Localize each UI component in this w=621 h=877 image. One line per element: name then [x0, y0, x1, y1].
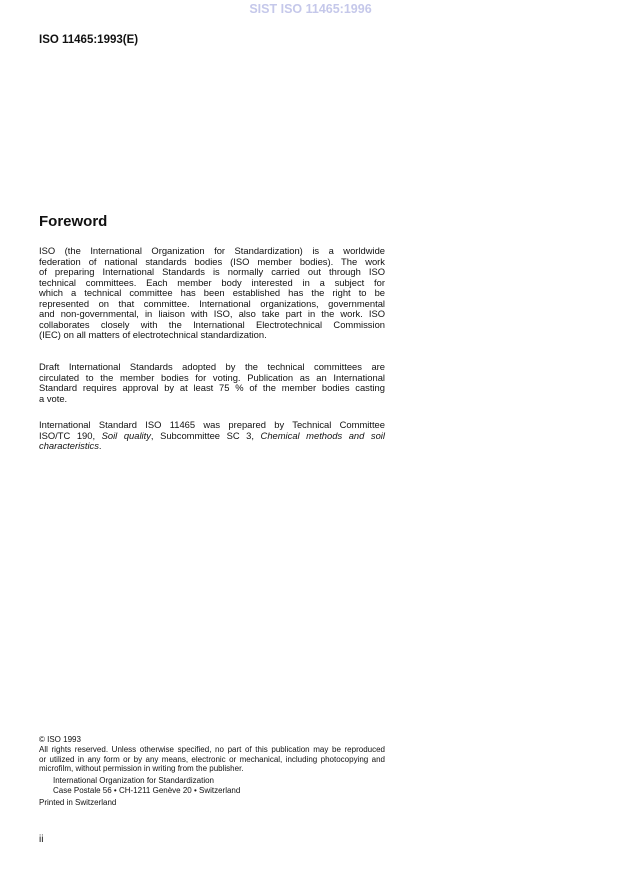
subcommittee-title: characteristics — [39, 440, 99, 451]
page-number: ii — [39, 834, 44, 845]
text-line: represented on that committee. International organizations, governmental — [39, 297, 385, 309]
printed-in: Printed in Switzerland — [39, 797, 117, 807]
text: ISO/TC 190, — [39, 429, 102, 441]
text-line: and non-governmental, in liaison with ISO, also take part in the work. ISO — [39, 308, 385, 319]
watermark: SIST ISO 11465:1996 — [249, 2, 372, 16]
subcommittee-title: Chemical methods and soil — [260, 429, 385, 441]
copyright: © ISO 1993 — [39, 735, 81, 744]
document-header: ISO 11465:1993(E) — [39, 34, 139, 46]
paragraph-3 — [39, 420, 385, 452]
text-line: collaborates closely with the International Electrotechnical Commission — [39, 318, 385, 330]
text-line: or utilized in any form or by any means, electronic or mechanical, including photocopying and — [39, 754, 385, 764]
committee-title: Soil quality — [101, 429, 151, 441]
text: . — [98, 440, 102, 451]
paragraph-1 — [39, 246, 385, 341]
text-line: Draft International Standards adopted by the technical committees are — [39, 361, 385, 372]
text-line: ISO (the International Organization for Standardization) is a worldwide — [39, 245, 385, 256]
text-line: federation of national standards bodies (ISO member bodies). The work — [39, 255, 385, 267]
copyright-block — [39, 735, 385, 808]
text-line: Standard requires approval by at least 75 % of the member bodies casting — [39, 382, 385, 393]
section-title: Foreword — [39, 213, 108, 230]
address: Case Postale 56 • CH-1211 Genève 20 • Switzerland — [53, 785, 241, 795]
text-line: All rights reserved. Unless otherwise specified, no part of this publication may be reproduced — [39, 744, 385, 754]
text-line: circulated to the member bodies for voting. Publication as an International — [39, 371, 385, 383]
paragraph-2 — [39, 362, 385, 404]
text-line: (IEC) on all matters of electrotechnical standardization. — [39, 329, 267, 340]
text-line: microfilm, without permission in writing from the publisher. — [39, 764, 244, 774]
text: , Subcommittee SC 3, — [150, 429, 261, 441]
text-line: which a technical committee has been established has the right to be — [39, 287, 385, 298]
text-line: a vote. — [39, 392, 68, 404]
organization: International Organization for Standardization — [53, 776, 214, 786]
text-line: International Standard ISO 11465 was prepared by Technical Committee — [39, 419, 385, 430]
text-line: of preparing International Standards is normally carried out through ISO — [39, 266, 385, 277]
text-line: technical committees. Each member body interested in a subject for — [39, 276, 385, 288]
text-line — [39, 441, 385, 452]
